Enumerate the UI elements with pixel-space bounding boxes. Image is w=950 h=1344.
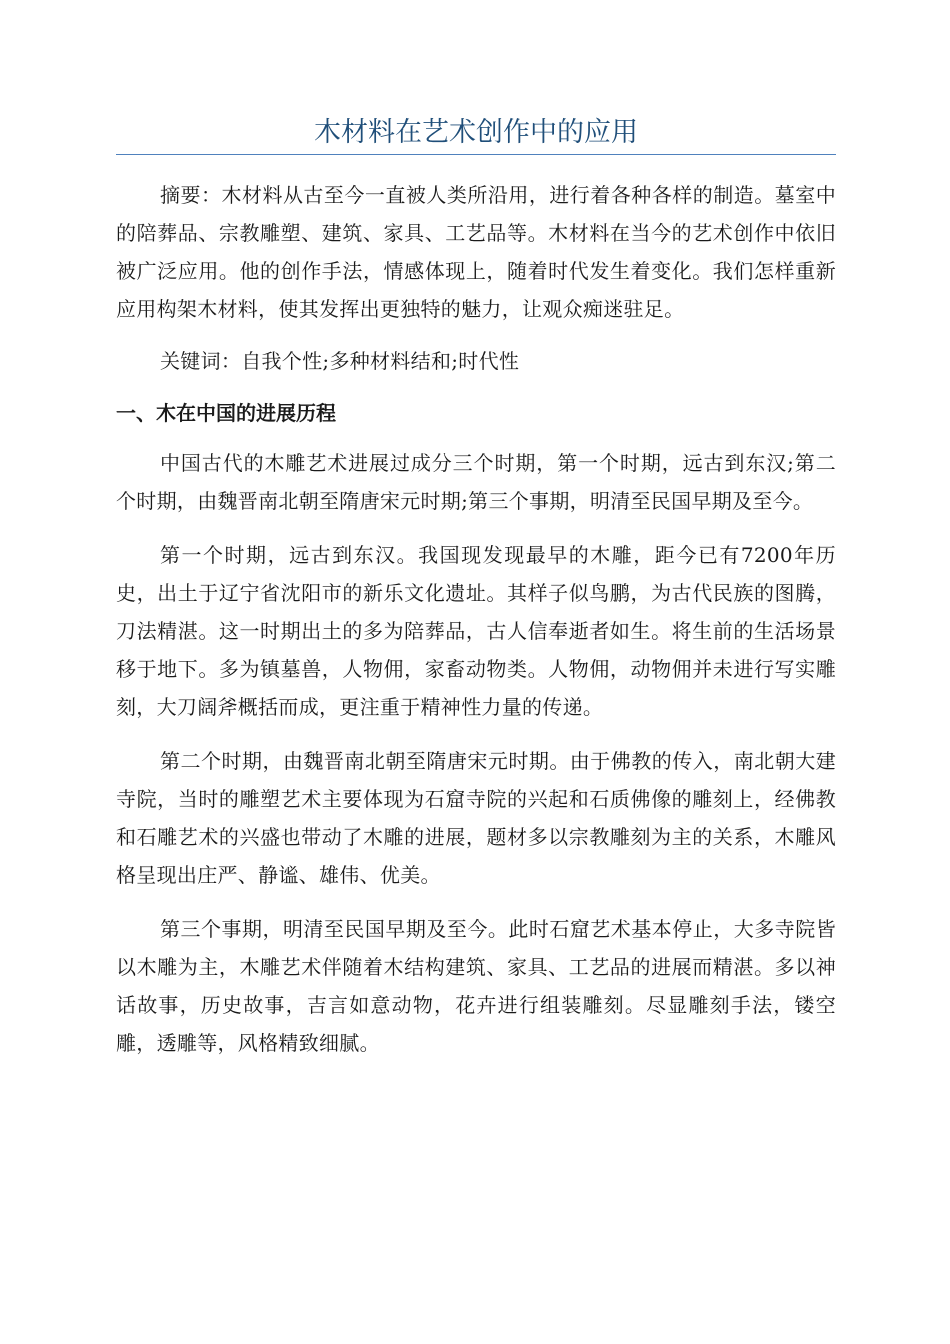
title-underline bbox=[116, 154, 836, 155]
body-paragraph: 第一个时期，远古到东汉。我国现发现最早的木雕，距今已有7200年历史，出土于辽宁省沈阳市的新乐文化遗址。其样子似鸟鹏，为古代民族的图腾，刀法精湛。这一时期出土的多为陪葬品，古人信奉逝者如生。将生前的生活场景移于地下。多为镇墓兽，人物佣，家畜动物类。人物佣，动物佣并未进行写实雕刻，大刀阔斧概括而成，更注重于精神性力量的传递。 bbox=[116, 543, 836, 719]
keywords-paragraph: 关键词：自我个性;多种材料结和;时代性 bbox=[160, 349, 520, 373]
section-heading: 一、木在中国的进展历程 bbox=[116, 401, 336, 425]
abstract-paragraph: 摘要：木材料从古至今一直被人类所沿用，进行着各种各样的制造。墓室中的陪葬品、宗教雕塑、建筑、家具、工艺品等。木材料在当今的艺术创作中依旧被广泛应用。他的创作手法，情感体现上，随着时代发生着变化。我们怎样重新应用构架木材料，使其发挥出更独特的魅力，让观众痴迷驻足。 bbox=[116, 183, 836, 321]
body-paragraph: 中国古代的木雕艺术进展过成分三个时期，第一个时期，远古到东汉;第二个时期，由魏晋南北朝至隋唐宋元时期;第三个事期，明清至民国早期及至今。 bbox=[116, 451, 836, 513]
body-paragraph: 第二个时期，由魏晋南北朝至隋唐宋元时期。由于佛教的传入，南北朝大建寺院，当时的雕塑艺术主要体现为石窟寺院的兴起和石质佛像的雕刻上，经佛教和石雕艺术的兴盛也带动了木雕的进展，题材多以宗教雕刻为主的关系，木雕风格呈现出庄严、静谧、雄伟、优美。 bbox=[116, 749, 836, 887]
document-title: 木材料在艺术创作中的应用 bbox=[314, 117, 638, 148]
body-paragraph: 第三个事期，明清至民国早期及至今。此时石窟艺术基本停止，大多寺院皆以木雕为主，木雕艺术伴随着木结构建筑、家具、工艺品的进展而精湛。多以神话故事，历史故事，吉言如意动物，花卉进行组装雕刻。尽显雕刻手法，镂空雕，透雕等，风格精致细腻。 bbox=[116, 917, 836, 1055]
document-body bbox=[116, 176, 836, 1078]
